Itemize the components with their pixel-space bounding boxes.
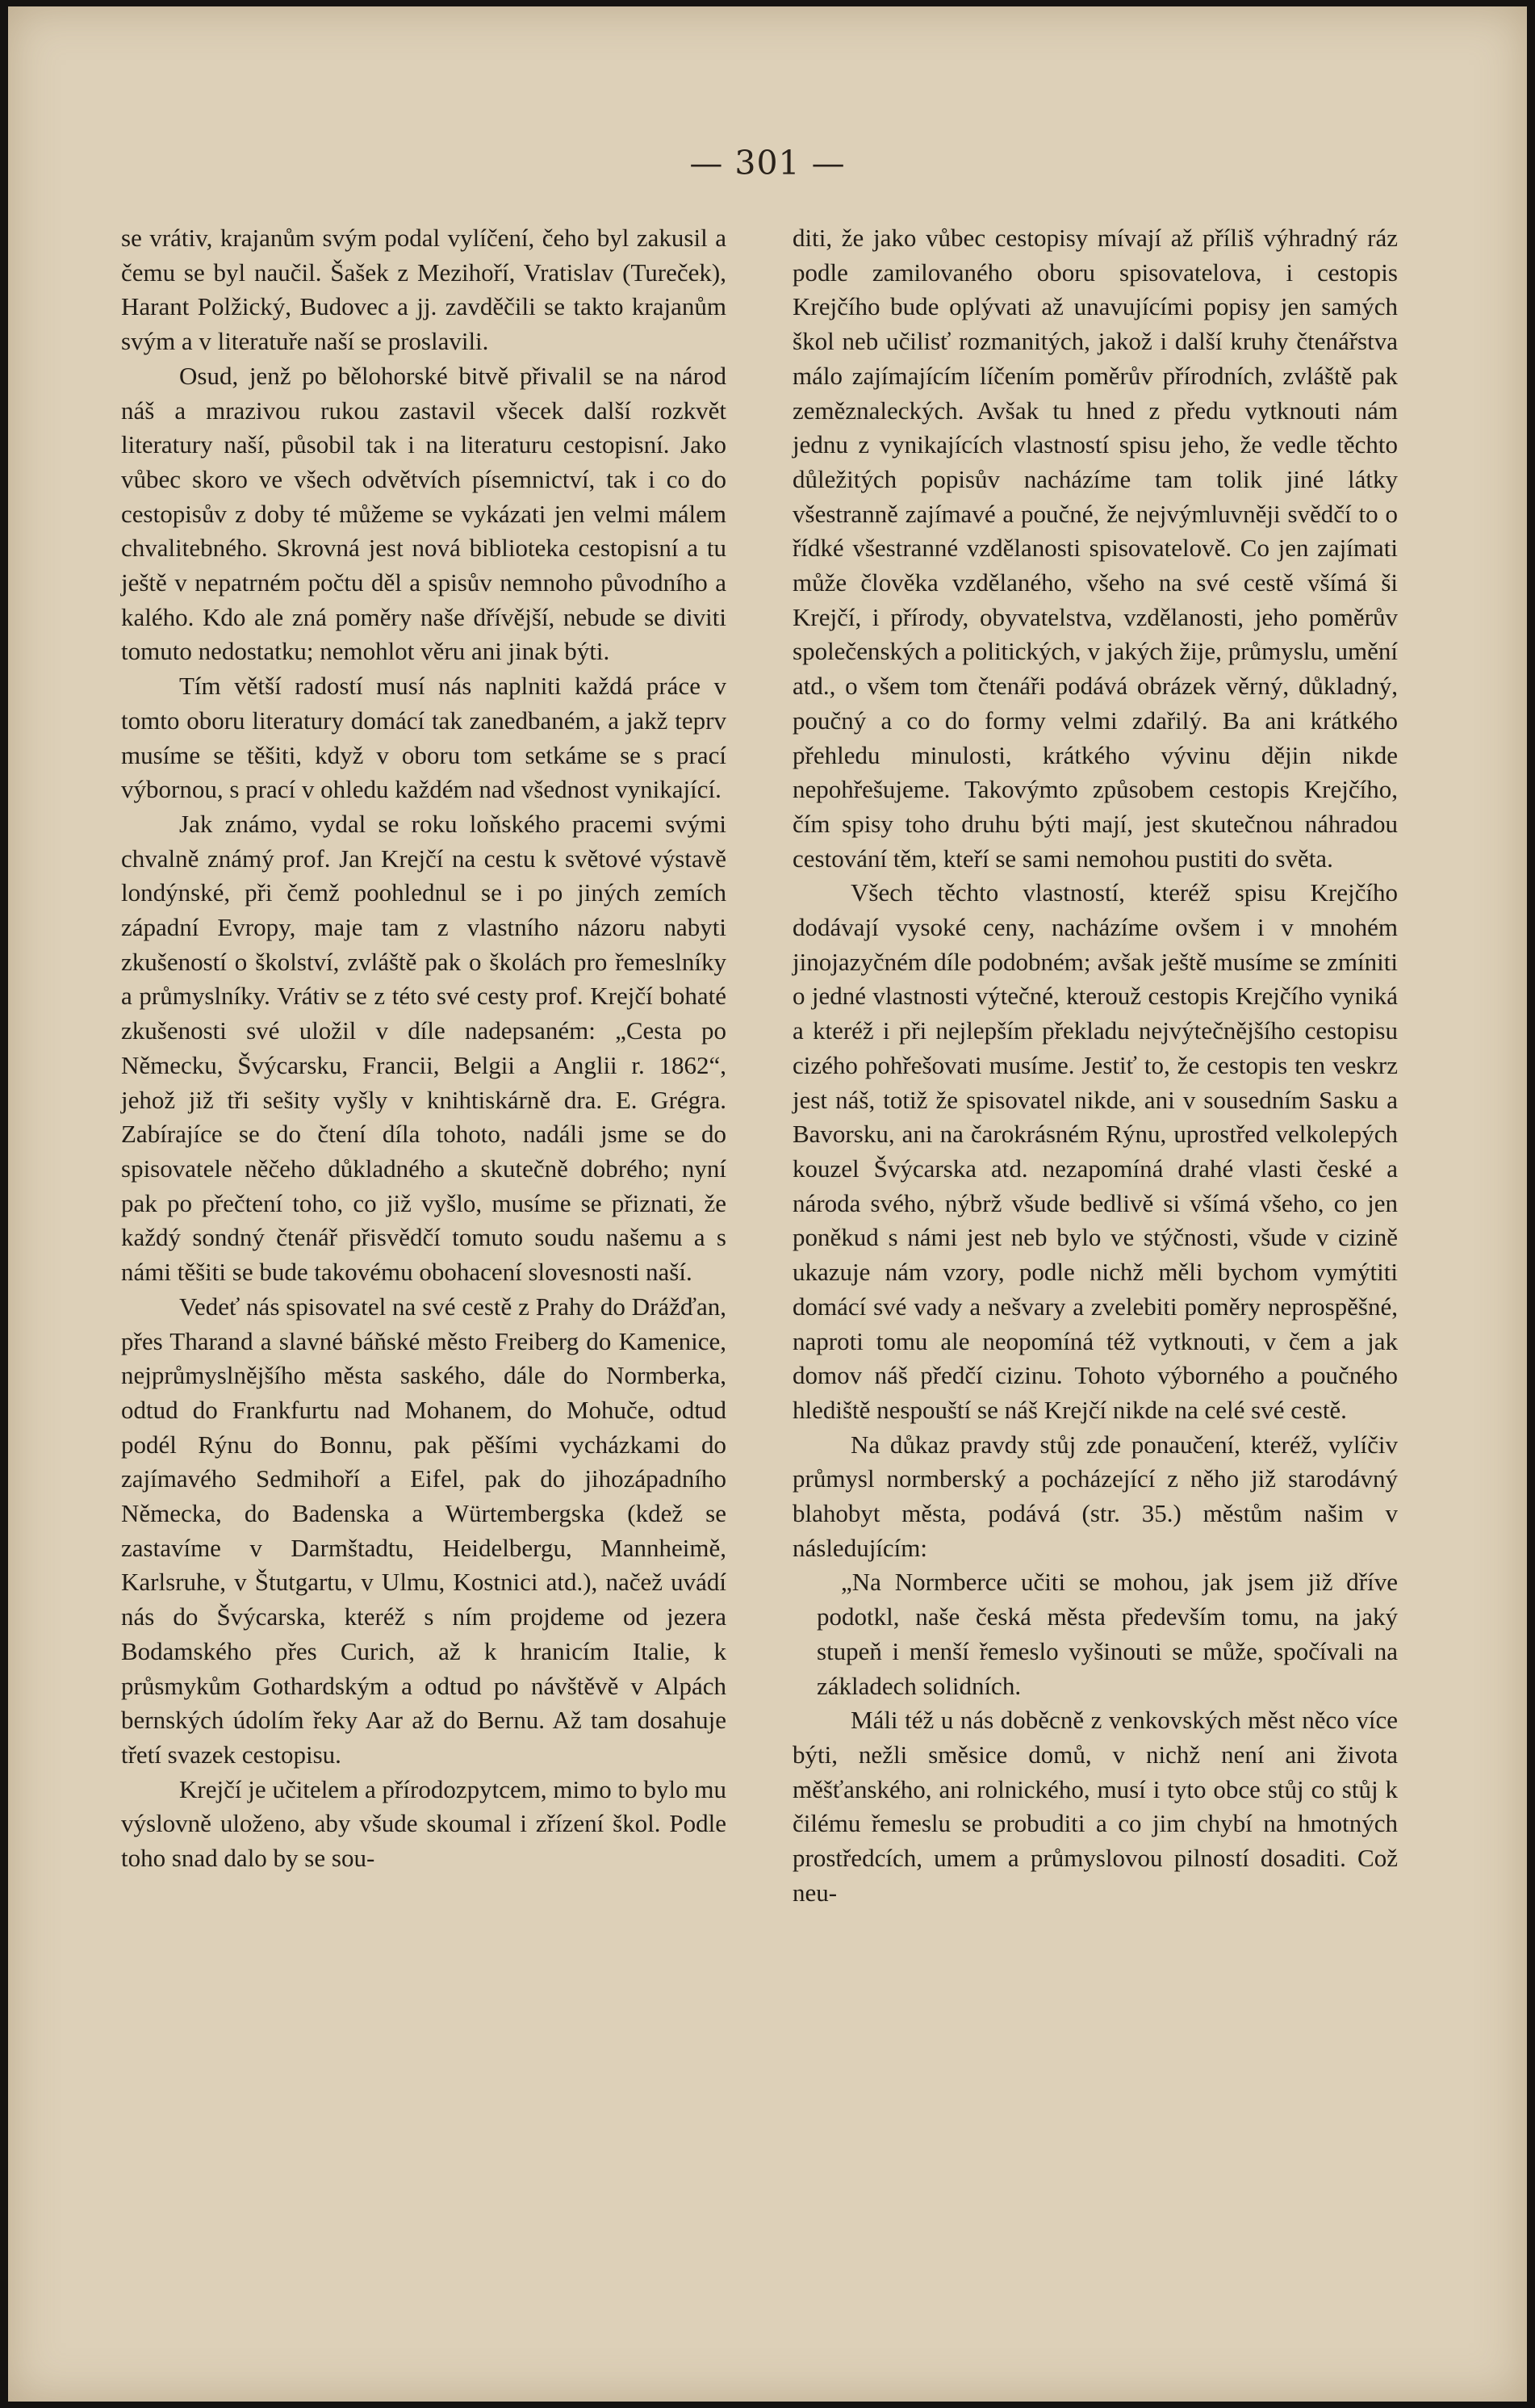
paragraph: Tím větší radostí musí nás naplniti každá práce v tomto oboru literatury domácí tak zanedbaném, a jakž teprv musíme se těšiti, když v oboru tom setkáme se s prací výbornou, s prací v ohledu každém nad všednost vynikající.: [121, 672, 726, 804]
paragraph: Jak známo, vydal se roku loňského pracemi svými chvalně známý prof. Jan Krejčí na cestu k světové výstavě londýnské, při čemž poohlednul se i po jiných zemích západní Evropy, maje tam z vlastního názoru nabyti zkušeností o školství, zvláště pak o školách pro řemeslníky a průmyslníky. Vrátiv se z této své cesty prof. Krejčí bohaté zkušenosti své uložil v díle nadepsaném: „Cesta po Německu, Švýcarsku, Francii, Belgii a Anglii r. 1862“, jehož již tři sešity vyšly v knihtiskárně dra. E. Grégra. Zabírajíce se do čtení díla tohoto, nadáli jsme se do spisovatele něčeho důkladného a skutečně dobrého; nyní pak po přečtení toho, co již vyšlo, musíme se přiznati, že každý sondný čtenář přisvědčí tomuto soudu našemu a s námi těšiti se bude takovému obohacení slovesnosti naší.: [121, 809, 726, 1287]
paragraph: Osud, jenž po bělohorské bitvě přivalil se na národ náš a mrazivou rukou zastavil všecek další rozkvět literatury naší, působil tak i na literaturu cestopisní. Jako vůbec skoro ve všech odvětvích písemnictví, tak i co do cestopisův z doby té můžeme se vykázati jen velmi málem chvalitebného. Skrovná jest nová biblioteka cestopisní a tu ještě v nepatrném počtu děl a spisův nemnoho původního a kalého. Kdo ale zná poměry naše dřívější, nebude se diviti tomuto nedostatku; nemohlot věru ani jinak býti.: [121, 361, 726, 666]
right-column: [793, 221, 1398, 1910]
page-number: — 301 —: [689, 144, 846, 182]
paragraph: Krejčí je učitelem a přírodozpytcem, mimo to bylo mu výslovně uloženo, aby všude skoumal i zřízení škol. Podle toho snad dalo by se sou-: [121, 1774, 726, 1873]
paragraph: se vrátiv, krajanům svým podal vylíčení, čeho byl zakusil a čemu se byl naučil. Šašek z Mezihoří, Vratislav (Tureček), Harant Polžický, Budovec a jj. zavděčili se takto krajanům svým a v literatuře naší se proslavili.: [121, 224, 726, 356]
paragraph: Máli též u nás doběcně z venkovských měst něco více býti, nežli směsice domů, v nichž není ani života měšťanského, ani rolnického, musí i tyto obce stůj co stůj k čilému řemeslu se probuditi a co jim chybí na hmotných prostředcích, umem a průmyslovou pilností dosaditi. Což neu-: [793, 1706, 1398, 1907]
paragraph: Vedeť nás spisovatel na své cestě z Prahy do Drážďan, přes Tharand a slavné báňské město Freiberg do Kamenice, nejprůmyslnějšího města saského, dále do Normberka, odtud do Frankfurtu nad Mohanem, do Mohuče, odtud podél Rýnu do Bonnu, pak pěšími vycházkami do zajímavého Sedmihoří a Eifel, pak do jihozápadního Německa, do Badenska a Würtembergska (kdež se zastavíme v Darmštadtu, Heidelbergu, Mannheimě, Karlsruhe, v Štutgartu, v Ulmu, Kostnici atd.), načež uvádí nás do Švýcarska, kteréž s ním projdeme od jezera Bodamského přes Curich, až k hranicím Italie, k průsmykům Gothardským a odtud po návštěvě v Alpách bernských údolím řeky Aar až do Bernu. Až tam dosahuje třetí svazek cestopisu.: [121, 1292, 726, 1769]
paragraph: Na důkaz pravdy stůj zde ponaučení, kteréž, vylíčiv průmysl normberský a pocházející z něho již starodávný blahobyt města, podává (str. 35.) městům našim v následujícím:: [793, 1430, 1398, 1562]
document-page: [8, 6, 1527, 2402]
left-column: [121, 221, 726, 1876]
paragraph: diti, že jako vůbec cestopisy mívají až příliš výhradný ráz podle zamilovaného oboru spisovatelova, i cestopis Krejčího bude oplývati až unavujícími popisy jen samých škol neb učilisť rozmanitých, jakož i další kruhy čtenářstva málo zajímajícím líčením poměrův přírodních, zvláště pak zeměznaleckých. Avšak tu hned z předu vytknouti nám jednu z vynikajících vlastností spisu jeho, že vedle těchto důležitých popisův nacházíme tam tolik jiné látky všestranně zajímavé a poučné, že nejvýmluvněji svědčí to o řídké všestranné vzdělanosti spisovatelově. Co jen zajímati může člověka vzdělaného, všeho na své cestě všímá ši Krejčí, i přírody, obyvatelstva, vzdělanosti, jeho poměrův společenských a politických, v jakých žije, průmyslu, umění atd., o všem tom čtenáři podává obrázek věrný, důkladný, poučný a co do formy velmi zdařilý. Ba ani krátkého přehledu minulosti, krátkého vývinu dějin nikde nepohřešujeme. Takovýmto způsobem cestopis Krejčího, čím spisy toho druhu býti mají, jest skutečnou náhradou cestování těm, kteří se sami nemohou pustiti do světa.: [793, 224, 1398, 873]
quote-paragraph: „Na Normberce učiti se mohou, jak jsem již dříve podotkl, naše česká města především tomu, na jaký stupeň i menší řemeslo vyšinouti se může, spočívali na základech solidních.: [817, 1568, 1398, 1700]
paragraph: Všech těchto vlastností, kteréž spisu Krejčího dodávají vysoké ceny, nacházíme ovšem i v mnohém jinojazyčném díle podobném; avšak ještě musíme se zmíniti o jedné vlastnosti výtečné, kterouž cestopis Krejčího vyniká a kteréž i při nejlepším překladu nejvýtečnějšího cestopisu cizého pohřešovati musíme. Jestiť to, že cestopis ten veskrz jest náš, totiž že spisovatel nikde, ani v sousedním Sasku a Bavorsku, ani na čarokrásném Rýnu, uprostřed velkolepých kouzel Švýcarska atd. nezapomíná drahé vlasti české a národa svého, nýbrž všude bedlivě si všímá všeho, co jen poněkud s námi jest neb bylo ve stýčnosti, všude v cizině ukazuje nám vzory, podle nichž měli bychom vymýtiti domácí své vady a nešvary a zvelebiti poměry neprospěšné, naproti tomu ale neopomíná též vytknouti, v čem a jak domov náš předčí cizinu. Tohoto výborného a poučného hlediště nespouští se náš Krejčí nikde na celé své cestě.: [793, 878, 1398, 1424]
